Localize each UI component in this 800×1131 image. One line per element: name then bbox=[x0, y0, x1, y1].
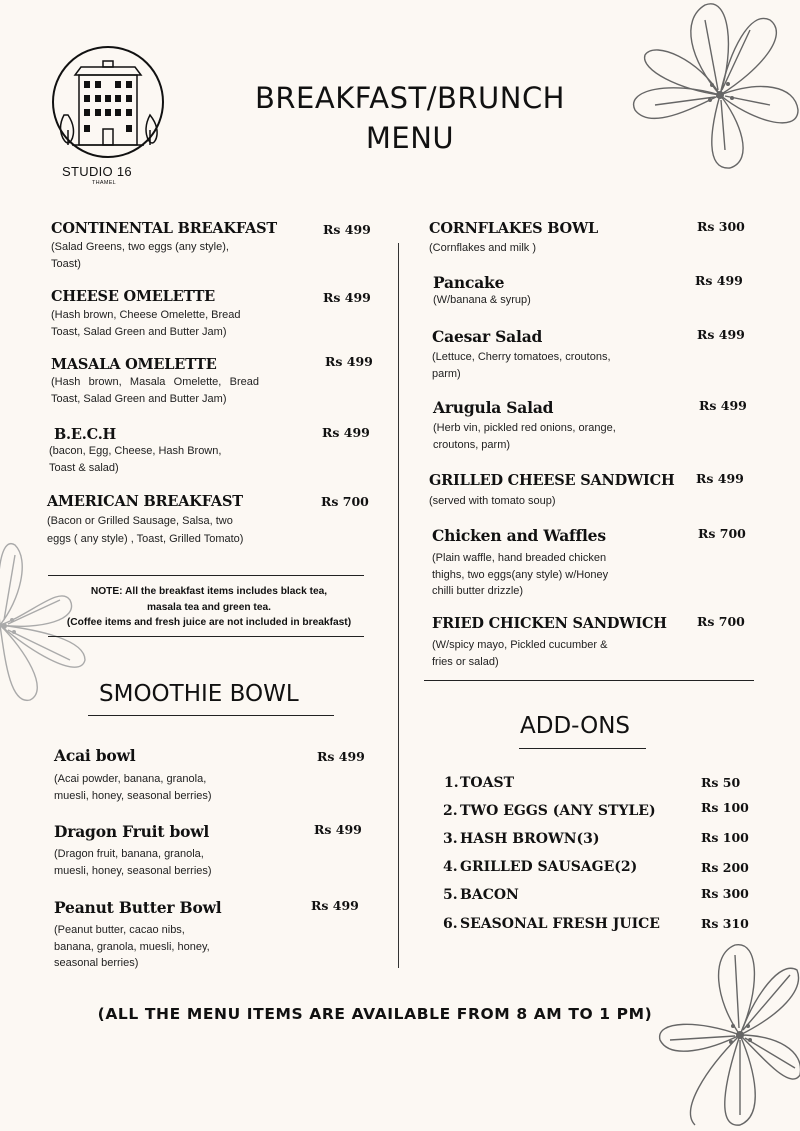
menu-item-name: Caesar Salad bbox=[432, 327, 543, 346]
addon-name: TOAST bbox=[460, 775, 515, 791]
menu-item-price: Rs 499 bbox=[695, 273, 743, 288]
smoothie-section-title: SMOOTHIE BOWL bbox=[99, 681, 299, 707]
building-logo-icon bbox=[50, 45, 166, 159]
availability-footer: (ALL THE MENU ITEMS ARE AVAILABLE FROM 8 AM TO 1 PM) bbox=[97, 1005, 653, 1023]
addon-name: GRILLED SAUSAGE(2) bbox=[460, 859, 638, 875]
menu-item-desc: (Hash brown, Cheese Omelette, Bread Toast, Salad Green and Butter Jam) bbox=[51, 309, 241, 338]
menu-item-price: Rs 499 bbox=[699, 398, 747, 413]
menu-item-desc: (served with tomato soup) bbox=[429, 495, 556, 507]
brand-location: THAMEL bbox=[91, 180, 117, 186]
addons-section-title: ADD-ONS bbox=[520, 713, 631, 739]
menu-item-price: Rs 700 bbox=[698, 526, 746, 541]
menu-item-desc: (Salad Greens, two eggs (any style), Toast) bbox=[51, 241, 229, 270]
menu-item-desc: (Acai powder, banana, granola, muesli, honey, seasonal berries) bbox=[54, 773, 212, 802]
addon-price: Rs 100 bbox=[701, 830, 749, 845]
menu-item-price: Rs 499 bbox=[317, 749, 365, 764]
menu-item-price: Rs 499 bbox=[323, 222, 371, 237]
menu-item-desc: (Dragon fruit, banana, granola, muesli, honey, seasonal berries) bbox=[54, 848, 212, 877]
note-line-2: masala tea and green tea. bbox=[146, 601, 271, 613]
addon-number: 2. bbox=[443, 803, 458, 819]
menu-item-desc: (Plain waffle, hand breaded chicken thighs, two eggs(any style) w/Honey chilli butter drizzle) bbox=[432, 552, 609, 597]
divider bbox=[519, 748, 646, 749]
breakfast-note bbox=[50, 584, 368, 631]
column-divider bbox=[398, 243, 399, 968]
addon-number: 6. bbox=[443, 916, 458, 932]
menu-item-price: Rs 499 bbox=[322, 425, 370, 440]
brand-name: STUDIO 16 bbox=[62, 164, 132, 179]
menu-item-desc: (bacon, Egg, Cheese, Hash Brown, Toast & salad) bbox=[49, 445, 222, 474]
addon-number: 1. bbox=[444, 775, 459, 791]
addon-price: Rs 200 bbox=[701, 860, 749, 875]
menu-item-desc: (W/banana & syrup) bbox=[433, 294, 531, 306]
note-line-1: NOTE: All the breakfast items includes black tea, bbox=[90, 586, 328, 597]
menu-item-name: FRIED CHICKEN SANDWICH bbox=[432, 615, 667, 632]
addon-name: SEASONAL FRESH JUICE bbox=[460, 916, 660, 932]
addon-name: HASH BROWN(3) bbox=[460, 831, 600, 847]
page-title bbox=[220, 78, 600, 158]
menu-item-price: Rs 700 bbox=[697, 614, 745, 629]
addon-price: Rs 300 bbox=[701, 886, 749, 901]
addon-price: Rs 310 bbox=[701, 916, 749, 931]
menu-item-desc: (Hash brown, Masala Omelette, Bread Toast, Salad Green and Butter Jam) bbox=[51, 376, 259, 405]
addon-price: Rs 100 bbox=[701, 800, 749, 815]
menu-item-desc: (W/spicy mayo, Pickled cucumber & fries or salad) bbox=[432, 639, 608, 668]
menu-item-price: Rs 499 bbox=[697, 327, 745, 342]
divider bbox=[48, 575, 364, 576]
divider bbox=[88, 715, 334, 716]
addon-number: 5. bbox=[443, 887, 458, 903]
menu-item-price: Rs 499 bbox=[314, 822, 362, 837]
flower-bottom-right-icon bbox=[655, 940, 800, 1131]
menu-item-price: Rs 700 bbox=[321, 494, 369, 509]
menu-item-desc: (Cornflakes and milk ) bbox=[429, 242, 536, 254]
menu-item-desc: (Peanut butter, cacao nibs, banana, granola, muesli, honey, seasonal berries) bbox=[54, 924, 210, 969]
menu-item-name: MASALA OMELETTE bbox=[51, 356, 217, 373]
menu-item-name: B.E.C.H bbox=[54, 426, 117, 443]
menu-item-price: Rs 499 bbox=[325, 354, 373, 369]
flower-top-right-icon bbox=[620, 0, 800, 170]
title-line-2: MENU bbox=[365, 121, 455, 155]
menu-item-name: GRILLED CHEESE SANDWICH bbox=[429, 472, 675, 489]
menu-item-desc: (Bacon or Grilled Sausage, Salsa, two eggs ( any style) , Toast, Grilled Tomato) bbox=[47, 515, 244, 545]
menu-item-desc: (Herb vin, pickled red onions, orange, croutons, parm) bbox=[433, 422, 616, 451]
note-line-3: (Coffee items and fresh juice are not included in breakfast) bbox=[66, 617, 352, 628]
addon-number: 3. bbox=[443, 831, 458, 847]
menu-item-price: Rs 499 bbox=[311, 898, 359, 913]
addon-price: Rs 50 bbox=[701, 775, 741, 790]
menu-item-name: Dragon Fruit bowl bbox=[54, 822, 210, 841]
menu-item-price: Rs 499 bbox=[696, 471, 744, 486]
addon-name: BACON bbox=[460, 887, 519, 903]
menu-item-price: Rs 499 bbox=[323, 290, 371, 305]
menu-item-name: Arugula Salad bbox=[433, 398, 554, 417]
menu-item-name: Peanut Butter Bowl bbox=[54, 898, 222, 917]
addon-number: 4. bbox=[443, 859, 458, 875]
divider bbox=[48, 636, 364, 637]
menu-item-name: AMERICAN BREAKFAST bbox=[47, 493, 243, 510]
menu-item-name: Acai bowl bbox=[54, 746, 136, 765]
menu-item-name: CONTINENTAL BREAKFAST bbox=[51, 220, 278, 237]
menu-item-desc: (Lettuce, Cherry tomatoes, croutons, parm) bbox=[432, 351, 611, 380]
menu-item-name: CORNFLAKES BOWL bbox=[429, 220, 599, 237]
menu-item-name: Pancake bbox=[433, 273, 505, 292]
menu-item-name: Chicken and Waffles bbox=[432, 526, 606, 545]
menu-item-name: CHEESE OMELETTE bbox=[51, 288, 216, 305]
divider bbox=[424, 680, 754, 681]
title-line-1: BREAKFAST/BRUNCH bbox=[255, 81, 565, 115]
menu-item-price: Rs 300 bbox=[697, 219, 745, 234]
addon-name: TWO EGGS (ANY STYLE) bbox=[460, 803, 656, 819]
